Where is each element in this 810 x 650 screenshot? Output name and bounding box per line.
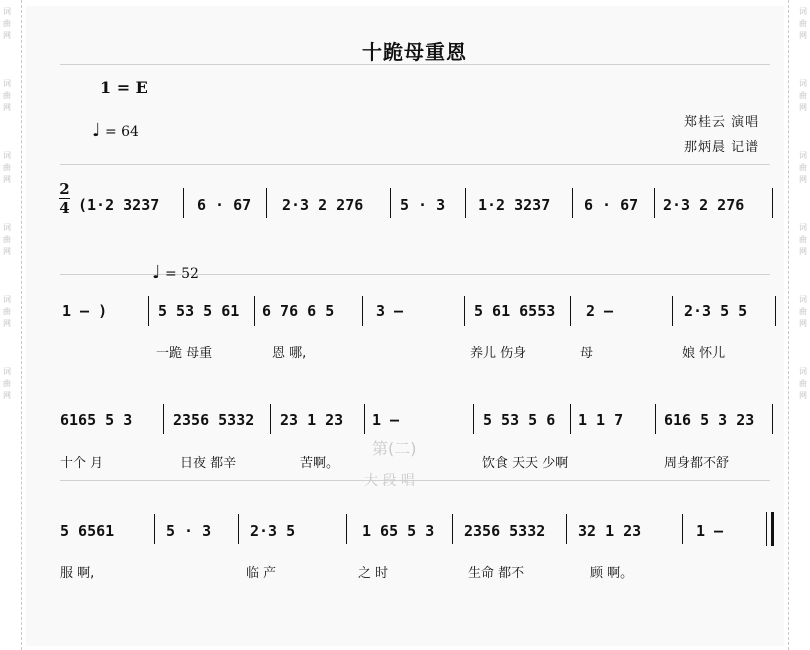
watermark-char: 词: [3, 367, 11, 376]
song-title: 十跪母重恩: [362, 40, 467, 64]
lyric: 服 啊,: [60, 566, 95, 581]
watermark-char: 曲: [3, 19, 11, 28]
watermark-char: 曲: [3, 307, 11, 316]
watermark-char: 词: [799, 7, 807, 16]
watermark-char: 词: [3, 79, 11, 88]
lyric: 一跪 母重: [156, 346, 213, 361]
watermark-group: [799, 150, 807, 186]
score-segment: 6165 5 3: [60, 411, 133, 429]
watermark-char: 词: [3, 7, 11, 16]
key-signature: 1 = E: [100, 78, 148, 97]
score-segment: 23 1 23: [280, 411, 344, 429]
watermark-char: 曲: [799, 379, 807, 388]
watermark-group: [799, 294, 807, 330]
watermark-char: 网: [799, 175, 807, 184]
score-segment: 2·3 2 276: [282, 196, 364, 214]
lyric: 临 产: [246, 566, 277, 581]
final-bar-line-thin: [766, 512, 767, 546]
lyric: 养儿 伤身: [470, 346, 527, 361]
score-segment: 1 65 5 3: [362, 522, 435, 540]
lyric: 日夜 都辛: [180, 456, 237, 471]
score-segment: 5 61 6553: [474, 302, 556, 320]
score-segment: 5 · 3: [166, 522, 212, 540]
score-segment: 5 53 5 6: [483, 411, 556, 429]
watermark-char: 曲: [799, 19, 807, 28]
score-segment: 5 53 5 61: [158, 302, 240, 320]
right-watermark-column: [798, 0, 808, 650]
bleed-through-text: 第(二): [372, 439, 417, 458]
bar-line: [570, 296, 571, 326]
bar-line: [465, 188, 466, 218]
bar-line: [154, 514, 155, 544]
lyric: 之 时: [358, 566, 389, 581]
watermark-group: [3, 78, 11, 114]
score-segment: 6 76 6 5: [262, 302, 335, 320]
watermark-char: 曲: [3, 163, 11, 172]
score-segment: 32 1 23: [578, 522, 642, 540]
watermark-char: 曲: [3, 379, 11, 388]
bar-line: [566, 514, 567, 544]
bar-line: [452, 514, 453, 544]
watermark-char: 网: [799, 319, 807, 328]
watermark-group: [3, 366, 11, 402]
score-segment: 2·3 5 5: [684, 302, 748, 320]
score-segment: 1 –: [372, 411, 400, 429]
score-segment: 616 5 3 23: [664, 411, 755, 429]
watermark-char: 词: [799, 367, 807, 376]
watermark-group: [3, 222, 11, 258]
score-segment: 2·3 2 276: [663, 196, 745, 214]
watermark-char: 曲: [799, 91, 807, 100]
transcriber-credit: 那炳晨 记谱: [684, 140, 760, 155]
score-segment: 5 6561: [60, 522, 115, 540]
score-segment: 6 · 67: [197, 196, 252, 214]
tempo-value: = 64: [104, 124, 139, 140]
bleed-through-text: 大 段 唱: [364, 473, 415, 489]
lyric: 顾 啊。: [590, 566, 634, 581]
time-signature: [59, 181, 70, 216]
bar-line: [270, 404, 271, 434]
score-segment: 2·3 5: [250, 522, 296, 540]
watermark-char: 网: [799, 103, 807, 112]
bar-line: [654, 188, 655, 218]
tempo-marking: [92, 120, 139, 141]
watermark-char: 词: [3, 151, 11, 160]
tempo-marking: [152, 262, 199, 283]
watermark-char: 词: [799, 79, 807, 88]
bar-line: [390, 188, 391, 218]
time-signature-bottom: 4: [59, 199, 70, 217]
bar-line: [572, 188, 573, 218]
bar-line: [464, 296, 465, 326]
bar-line: [570, 404, 571, 434]
tempo-value: = 52: [164, 266, 199, 282]
bar-line: [682, 514, 683, 544]
bar-line: [266, 188, 267, 218]
bleed-through-line: [60, 164, 770, 165]
bar-line: [346, 514, 347, 544]
lyric: 恩 哪,: [272, 346, 307, 361]
score-segment: 2356 5332: [173, 411, 255, 429]
score-segment: (1·2 3237: [78, 196, 160, 214]
lyric: 娘 怀儿: [682, 346, 726, 361]
bar-line: [772, 404, 773, 434]
watermark-group: [3, 150, 11, 186]
watermark-group: [799, 222, 807, 258]
bar-line: [473, 404, 474, 434]
bar-line: [148, 296, 149, 326]
watermark-char: 网: [3, 103, 11, 112]
watermark-char: 网: [3, 247, 11, 256]
watermark-char: 词: [799, 295, 807, 304]
watermark-char: 曲: [3, 235, 11, 244]
watermark-char: 词: [799, 151, 807, 160]
bar-line: [183, 188, 184, 218]
score-segment: 1·2 3237: [478, 196, 551, 214]
bar-line: [672, 296, 673, 326]
left-dashed-divider: [21, 0, 22, 650]
lyric: 母: [580, 346, 594, 361]
quarter-note-icon: ♩: [152, 262, 161, 283]
bar-line: [163, 404, 164, 434]
watermark-char: 网: [3, 391, 11, 400]
watermark-group: [3, 6, 11, 42]
quarter-note-icon: ♩: [92, 120, 101, 141]
score-segment: 6 · 67: [584, 196, 639, 214]
watermark-group: [799, 78, 807, 114]
lyric: 周身都不舒: [664, 456, 730, 471]
watermark-char: 词: [3, 295, 11, 304]
score-sheet: [26, 6, 784, 646]
bar-line: [364, 404, 365, 434]
watermark-char: 词: [3, 223, 11, 232]
watermark-char: 网: [799, 31, 807, 40]
bar-line: [254, 296, 255, 326]
bar-line: [775, 296, 776, 326]
time-signature-top: 2: [59, 180, 70, 198]
watermark-group: [799, 6, 807, 42]
bar-line: [772, 188, 773, 218]
watermark-char: 曲: [799, 163, 807, 172]
watermark-char: 网: [3, 175, 11, 184]
watermark-char: 网: [799, 391, 807, 400]
score-segment: 3 –: [376, 302, 404, 320]
watermark-char: 网: [3, 31, 11, 40]
final-bar-line-thick: [771, 512, 774, 546]
watermark-char: 网: [799, 247, 807, 256]
lyric: 生命 都不: [468, 566, 525, 581]
score-segment: 1 –: [696, 522, 724, 540]
watermark-char: 网: [3, 319, 11, 328]
watermark-char: 曲: [3, 91, 11, 100]
singer-credit: 郑桂云 演唱: [684, 115, 760, 130]
score-segment: 2 –: [586, 302, 614, 320]
lyric: 饮食 天天 少啊: [482, 456, 569, 471]
right-dashed-divider: [788, 0, 789, 650]
score-segment: 1 – ): [62, 302, 108, 320]
bleed-through-line: [60, 480, 770, 481]
watermark-char: 词: [799, 223, 807, 232]
bar-line: [362, 296, 363, 326]
lyric: 十个 月: [60, 456, 104, 471]
score-segment: 1 1 7: [578, 411, 624, 429]
watermark-char: 曲: [799, 235, 807, 244]
watermark-char: 曲: [799, 307, 807, 316]
left-watermark-column: [2, 0, 12, 650]
bar-line: [655, 404, 656, 434]
score-segment: 2356 5332: [464, 522, 546, 540]
watermark-group: [799, 366, 807, 402]
bar-line: [238, 514, 239, 544]
score-segment: 5 · 3: [400, 196, 446, 214]
lyric: 苦啊。: [300, 456, 340, 471]
watermark-group: [3, 294, 11, 330]
